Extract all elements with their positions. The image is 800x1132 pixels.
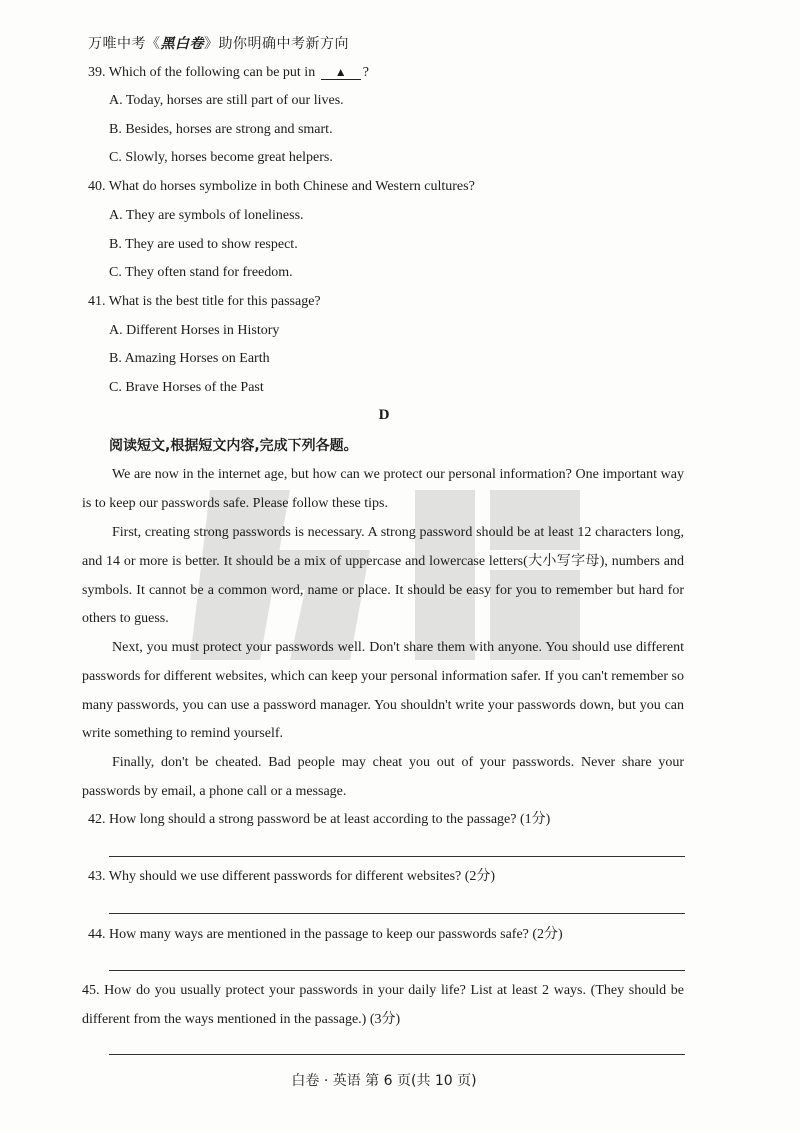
question-39-option-c: C. Slowly, horses become great helpers.	[109, 150, 333, 165]
passage-paragraph-3: Next, you must protect your passwords well. Don't share them with anyone. You should use different passwords for different websites, which can keep your personal information safer. If you can't remember so many passwords, you can use a password manager. You shouldn't write your passwords down, but you can write something to remind yourself.	[82, 640, 684, 742]
page-header	[88, 33, 349, 53]
question-40-option-b: B. They are used to show respect.	[109, 237, 298, 252]
page-footer: 白卷 · 英语 第 6 页(共 10 页)	[291, 1073, 477, 1089]
question-40-option-a: A. They are symbols of loneliness.	[109, 208, 304, 223]
question-39-option-b: B. Besides, horses are strong and smart.	[109, 122, 333, 137]
question-43: 43. Why should we use different passwords for different websites? (2分)	[88, 869, 496, 884]
question-41-option-c: C. Brave Horses of the Past	[109, 380, 264, 395]
answer-blank	[321, 66, 361, 80]
question-40-option-c: C. They often stand for freedom.	[109, 265, 293, 280]
answer-line-45[interactable]	[109, 1054, 685, 1055]
triangle-icon: ▲	[334, 65, 347, 79]
question-39-option-a: A. Today, horses are still part of our lives.	[109, 93, 344, 108]
header-suffix: 》助你明确中考新方向	[204, 36, 349, 52]
question-41: 41. What is the best title for this passage?	[88, 294, 321, 309]
answer-line-42[interactable]	[109, 856, 685, 857]
header-prefix: 万唯中考《	[88, 36, 161, 52]
question-40: 40. What do horses symbolize in both Chinese and Western cultures?	[88, 179, 475, 194]
question-41-option-a: A. Different Horses in History	[109, 323, 280, 338]
answer-line-43[interactable]	[109, 913, 685, 914]
question-44: 44. How many ways are mentioned in the passage to keep our passwords safe? (2分)	[88, 927, 563, 942]
section-instruction: 阅读短文,根据短文内容,完成下列各题。	[109, 438, 358, 454]
passage-paragraph-1: We are now in the internet age, but how can we protect our personal information? One important way is to keep our passwords safe. Please follow these tips.	[82, 467, 684, 511]
passage-paragraph-4: Finally, don't be cheated. Bad people may cheat you out of your passwords. Never share your passwords by email, a phone call or a message.	[82, 755, 684, 799]
question-42: 42. How long should a strong password be at least according to the passage? (1分)	[88, 812, 551, 827]
answer-line-44[interactable]	[109, 970, 685, 971]
section-letter: D	[378, 407, 390, 423]
question-39-text: Which of the following can be put in	[108, 65, 316, 80]
question-41-option-b: B. Amazing Horses on Earth	[109, 351, 270, 366]
question-45: 45. How do you usually protect your passwords in your daily life? List at least 2 ways. (They should be different from the ways mentioned in the passage.) (3分)	[82, 983, 684, 1027]
passage-paragraph-2: First, creating strong passwords is necessary. A strong password should be at least 12 characters long, and 14 or more is better. It should be a mix of uppercase and lowercase letters(大小写字母), numbers and symbols. It cannot be a common word, name or place. It should be easy for you to remember but hard for others to guess.	[82, 525, 684, 627]
header-title: 黑白卷	[160, 36, 204, 52]
question-39: 39. Which of the following can be put in ▲ ?	[88, 65, 369, 80]
